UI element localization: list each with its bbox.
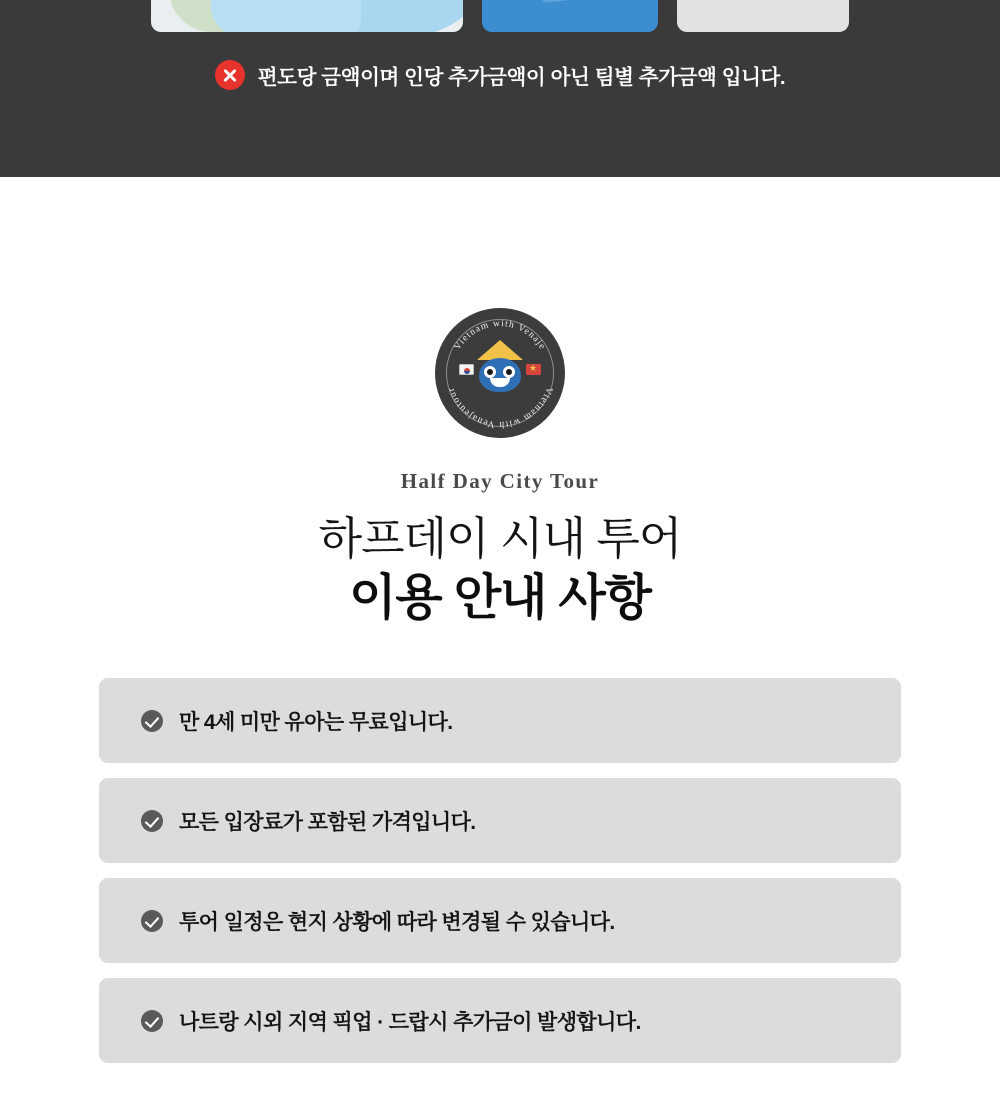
map-water-shape-secondary xyxy=(211,0,361,32)
list-item xyxy=(99,978,901,1063)
conical-hat-icon xyxy=(477,340,523,360)
list-item xyxy=(99,778,901,863)
venajeutour-logo xyxy=(435,308,565,438)
warning-notice-text: 편도당 금액이며 인당 추가금액이 아닌 팀별 추가금액 입니다. xyxy=(257,66,786,89)
check-circle-icon xyxy=(141,710,163,732)
mascot-eye-right xyxy=(503,366,515,378)
list-item xyxy=(99,678,901,763)
mascot-eye-left xyxy=(484,366,496,378)
logo-ring-text-bottom: Vietnam with Venajeutour xyxy=(446,385,554,430)
content-area xyxy=(0,177,1000,1093)
vn-flag-icon xyxy=(526,364,541,375)
warning-notice xyxy=(0,60,1000,90)
logo-ring-text-top: Vietnam with Venaje xyxy=(452,318,548,353)
check-circle-icon xyxy=(141,1010,163,1032)
notice-text: 나트랑 시외 지역 픽업 · 드랍시 추가금이 발생합니다. xyxy=(179,1010,641,1034)
blue-glyph-icon xyxy=(536,0,604,3)
page-title-line1: 하프데이 시내 투어 xyxy=(318,513,682,564)
notice-text: 투어 일정은 현지 상황에 따라 변경될 수 있습니다. xyxy=(179,910,615,934)
grey-thumbnail[interactable] xyxy=(677,0,849,32)
notice-text: 모든 입장료가 포함된 가격입니다. xyxy=(179,810,476,834)
kr-flag-icon xyxy=(459,364,474,375)
thumbnail-card-row xyxy=(151,0,849,32)
mascot-icon xyxy=(463,338,537,408)
mascot-smile xyxy=(490,378,510,387)
check-circle-icon xyxy=(141,810,163,832)
top-dark-band xyxy=(0,0,1000,177)
check-circle-icon xyxy=(141,910,163,932)
page-title-line2: 이용 안내 사항 xyxy=(349,570,651,625)
eyebrow-title: Half Day City Tour xyxy=(400,469,600,493)
error-circle-icon xyxy=(215,60,245,90)
notice-text: 만 4세 미만 유아는 무료입니다. xyxy=(179,710,453,734)
notice-list xyxy=(99,678,901,1093)
brand-logo-wrapper xyxy=(0,308,1000,438)
list-item xyxy=(99,878,901,963)
blue-thumbnail[interactable] xyxy=(482,0,658,32)
mascot-face xyxy=(479,358,521,392)
map-thumbnail[interactable] xyxy=(151,0,463,32)
